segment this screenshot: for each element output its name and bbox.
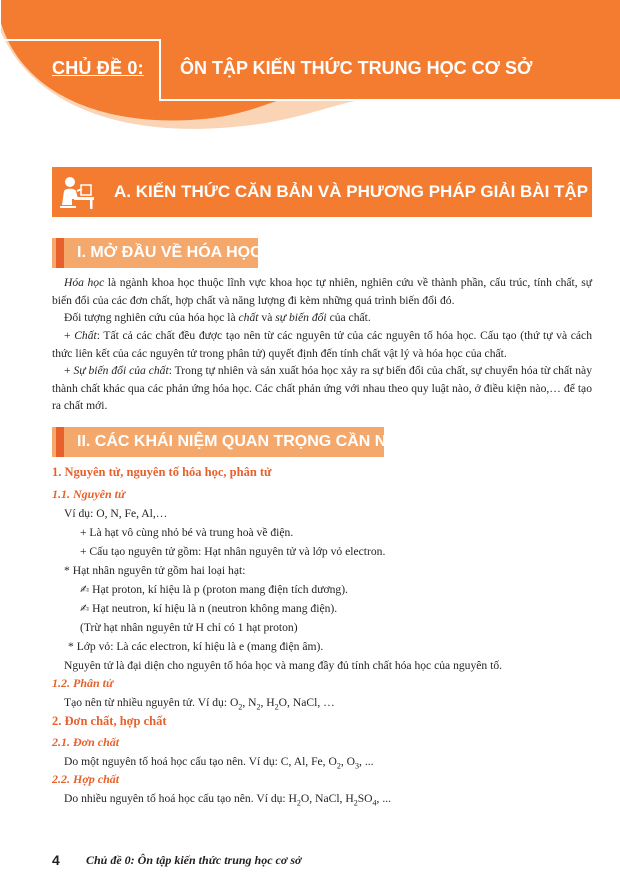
heading-1: 1. Nguyên tử, nguyên tố hóa học, phân tử bbox=[52, 465, 272, 479]
footer-chapter-title: Chủ đề 0: Ôn tập kiến thức trung học cơ sở bbox=[86, 853, 302, 867]
paragraph-chat: + Chất: Tất cả các chất đều được tạo nên từ các nguyên tử của các nguyên tố hóa học. Cấu tạo (thứ tự và cách thức liên kết của các nguyên tử trong phân tử) quyết định đến tính chất vật lý và hóa học của chất. bbox=[52, 329, 592, 360]
neutron-line: ✍ Hạt neutron, kí hiệu là n (neutron không mang điện). bbox=[80, 602, 338, 615]
section-2-title: II. CÁC KHÁI NIỆM QUAN TRỌNG CẦN NHỚ bbox=[77, 433, 412, 450]
paragraph-bien-doi: + Sự biến đổi của chất: Trong tự nhiên và sản xuất hóa học xảy ra sự biến đổi của chất, sự chuyển hóa từ chất này thành chất khác qua các phản ứng hóa học. Các chất phản ứng với nhau theo quy luật nào, ở điều kiện nào,… để tạo ra chất mới. bbox=[52, 364, 592, 412]
heading-2-1: 2.1. Đơn chất bbox=[52, 735, 120, 749]
element-substance-line: Do một nguyên tố hoá học cấu tạo nên. Ví dụ: C, Al, Fe, $O_2$, $O_3$, ... bbox=[64, 755, 374, 771]
nucleus-heading: * Hạt nhân nguyên tử gồm hai loại hạt: bbox=[64, 564, 246, 577]
proton-line: ✍ Hạt proton, kí hiệu là p (proton mang điện tích dương). bbox=[80, 583, 348, 596]
atom-property-2: + Cấu tạo nguyên tử gồm: Hạt nhân nguyên tử và lớp vỏ electron. bbox=[80, 545, 386, 558]
heading-2-2: 2.2. Hợp chất bbox=[52, 772, 120, 786]
atom-property-1: + Là hạt vô cùng nhỏ bé và trung hoà về điện. bbox=[80, 526, 294, 539]
hydrogen-note: (Trừ hạt nhân nguyên tử H chỉ có 1 hạt proton) bbox=[80, 621, 298, 634]
writing-hand-icon: ✍ bbox=[80, 602, 90, 615]
molecule-line: Tạo nên từ nhiều nguyên tử. Ví dụ: $O_2$, $N_2$, $H_2O$, NaCl, … bbox=[64, 696, 335, 712]
heading-1-2: 1.2. Phân tử bbox=[52, 676, 114, 690]
atom-summary: Nguyên tử là đại diện cho nguyên tố hóa học và mang đầy đủ tính chất hóa học của nguyên tố. bbox=[64, 659, 503, 672]
section-a-header bbox=[52, 167, 592, 217]
chapter-number: CHỦ ĐỀ 0: bbox=[52, 58, 144, 78]
compound-line: Do nhiều nguyên tố hoá học cấu tạo nên. Ví dụ: $H_2O$, NaCl, $H_2SO_4$, ... bbox=[64, 792, 392, 808]
heading-1-1: 1.1. Nguyên tử bbox=[52, 487, 126, 501]
heading-2: 2. Đơn chất, hợp chất bbox=[52, 714, 167, 728]
header-stripe bbox=[56, 238, 64, 268]
section-1-title: I. MỞ ĐẦU VỀ HÓA HỌC bbox=[77, 244, 262, 261]
shell-line: * Lớp vỏ: Là các electron, kí hiệu là e (mang điện âm). bbox=[68, 640, 324, 653]
student-desk-icon bbox=[52, 167, 102, 217]
section-2-header bbox=[52, 427, 412, 457]
header-stripe bbox=[56, 427, 64, 457]
section-1-header bbox=[52, 238, 262, 268]
paragraph-object: Đối tượng nghiên cứu của hóa học là chất và sự biến đổi của chất. bbox=[64, 311, 371, 324]
paragraph-definition: Hóa học là ngành khoa học thuộc lĩnh vực khoa học tự nhiên, nghiên cứu về thành phần, cấu trúc, tính chất, sự biến đổi của các đơn chất, hợp chất và năng lượng đi kèm những quá trình biến đổi đó. bbox=[52, 276, 592, 307]
page-number: 4 bbox=[52, 852, 60, 868]
section-a-title: A. KIẾN THỨC CĂN BẢN VÀ PHƯƠNG PHÁP GIẢI BÀI TẬP bbox=[114, 182, 589, 201]
writing-hand-icon: ✍ bbox=[80, 583, 90, 596]
chapter-title: ÔN TẬP KIẾN THỨC TRUNG HỌC CƠ SỞ bbox=[180, 58, 533, 78]
example-atoms: Ví dụ: O, N, Fe, Al,… bbox=[64, 507, 168, 520]
